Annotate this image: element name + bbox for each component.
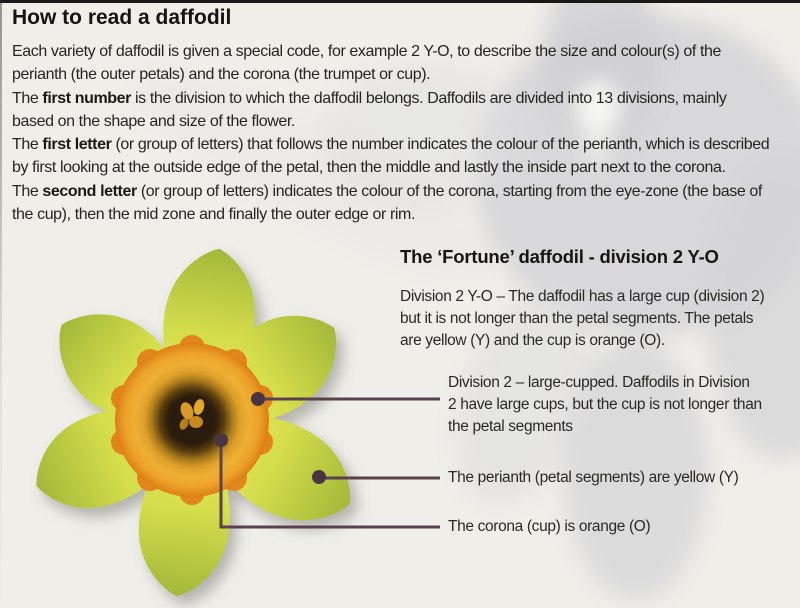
fortune-section-heading: The ‘Fortune’ daffodil - division 2 Y-O bbox=[400, 246, 719, 267]
intro-paragraph-first-number: The first number is the division to which the daffodil belongs. Daffodils are divided into 13 divisions, mainly based on the shape and size of the flower. bbox=[12, 90, 727, 130]
fortune-description: Division 2 Y-O – The daffodil has a large cup (division 2) but it is not longer than the petal segments. The petals are yellow (Y) and the cup is orange (O). bbox=[400, 288, 765, 349]
intro-paragraph-code: Each variety of daffodil is given a special code, for example 2 Y-O, to describe the size and colour(s) of the perianth (the outer petals) and the corona (the trumpet or cup). bbox=[12, 43, 722, 83]
top-border bbox=[0, 0, 800, 3]
left-edge-shadow bbox=[0, 0, 2, 608]
daffodil-flower bbox=[20, 242, 371, 600]
page-title: How to read a daffodil bbox=[12, 6, 232, 29]
callout-division-2-label: Division 2 – large-cupped. Daffodils in Division 2 have large cups, but the cup is not longer than the petal segments bbox=[448, 374, 762, 435]
intro-paragraph-first-letter: The first letter (or group of letters) that follows the number indicates the colour of the perianth, which is described by first looking at the outside edge of the petal, then the middle and lastly the inside part next to the corona. bbox=[12, 136, 770, 176]
intro-paragraph-second-letter: The second letter (or group of letters) indicates the colour of the corona, starting from the eye-zone (the base of the cup), then the mid zone and finally the outer edge or rim. bbox=[12, 183, 762, 223]
callout-corona-label: The corona (cup) is orange (O) bbox=[448, 518, 651, 535]
fortune-daffodil-photo bbox=[0, 230, 400, 608]
callout-perianth-label: The perianth (petal segments) are yellow (Y) bbox=[448, 469, 739, 486]
